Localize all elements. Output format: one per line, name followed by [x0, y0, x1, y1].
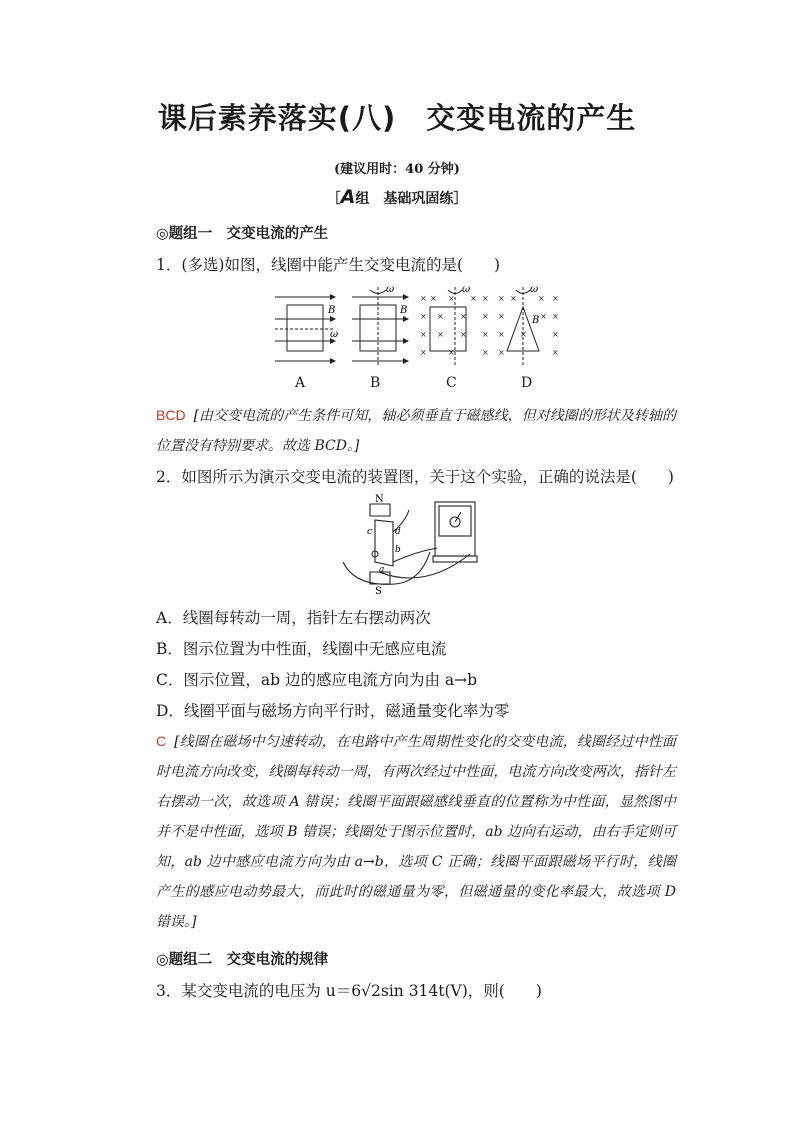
- svg-text:×: ×: [540, 312, 547, 321]
- answer-key: C: [156, 733, 167, 749]
- field-label-b-a: B: [328, 305, 336, 316]
- svg-text:×: ×: [552, 348, 559, 357]
- svg-text:×: ×: [498, 294, 505, 303]
- pole-n: N: [375, 494, 384, 505]
- svg-text:×: ×: [510, 294, 517, 303]
- pole-s: S: [375, 586, 382, 594]
- omega-label-d: ω: [530, 285, 539, 295]
- question-2-option-d: D．线圈平面与磁场方向平行时，磁通量变化率为零: [156, 702, 510, 720]
- svg-text:×: ×: [448, 294, 455, 303]
- svg-text:×: ×: [420, 330, 427, 339]
- svg-text:×: ×: [552, 330, 559, 339]
- question-2-option-a: A．线圈每转动一周，指针左右摆动两次: [156, 609, 431, 627]
- question-2-figure: [335, 492, 485, 594]
- svg-text:×: ×: [470, 294, 477, 303]
- figure-label: D: [521, 375, 533, 391]
- topic-heading-1: ◎题组一 交变电流的产生: [156, 225, 329, 242]
- svg-text:×: ×: [420, 348, 427, 357]
- figure-b-diagram: [352, 287, 408, 367]
- group-label: 组 基础巩固练: [355, 191, 454, 207]
- svg-text:×: ×: [420, 294, 427, 303]
- suggested-time: (建议用时：40 分钟): [334, 162, 460, 177]
- answer-explanation: [线圈在磁场中匀速转动，在电路中产生周期性变化的交变电流，线圈经过中性面时电流方向改变，线圈每转动一周，有两次经过中性面，电流方向改变两次，指针左右摆动一次，故选项 A 错误；线圈平面跟磁感线垂直的位置称为中性面，显然图中并不是中性面，选项 B 错误；线圈处于图示位置时，ab 边向右运动，由右手定则可知，ab 边中感应电流方向为由 a→b，选项 C 正确；线圈平面跟磁场平行时，线圈产生的感应电动势最大，而此时的磁通量为零，但磁通量的变化率最大，故选项 D 错误。]: [156, 734, 676, 930]
- svg-text:×: ×: [430, 294, 437, 303]
- svg-text:×: ×: [437, 312, 444, 321]
- omega-label-c: ω: [462, 285, 471, 295]
- coil-label-a: a: [379, 565, 385, 575]
- svg-text:×: ×: [482, 348, 489, 357]
- question-2-option-c: C．图示位置，ab 边的感应电流方向为由 a→b: [156, 671, 478, 689]
- topic-heading-2: ◎题组二 交变电流的规律: [156, 951, 329, 968]
- field-label-b-d: B: [532, 315, 540, 326]
- bracket-right: ］: [453, 191, 468, 207]
- question-3-stem: 3．某交变电流的电压为 u＝6√2sin 314t(V)，则( ): [156, 982, 542, 1000]
- svg-text:×: ×: [437, 330, 444, 339]
- svg-text:×: ×: [448, 348, 455, 357]
- answer-key: BCD: [156, 407, 186, 423]
- group-heading: [0, 186, 794, 208]
- svg-text:×: ×: [538, 294, 545, 303]
- svg-text:×: ×: [498, 330, 505, 339]
- field-label-b-b: B: [400, 305, 408, 316]
- svg-text:×: ×: [420, 312, 427, 321]
- figure-label: A: [295, 375, 306, 391]
- omega-label-a: ω: [330, 329, 339, 340]
- question-2-option-b: B．图示位置为中性面，线圈中无感应电流: [156, 640, 447, 658]
- question-2-answer: [156, 726, 676, 937]
- svg-text:×: ×: [482, 330, 489, 339]
- svg-text:×: ×: [460, 312, 467, 321]
- svg-text:×: ×: [482, 312, 489, 321]
- question-1-figure: [270, 285, 560, 370]
- coil-label-d: d: [395, 527, 401, 537]
- coil-label-c: c: [367, 527, 373, 537]
- group-letter: A: [340, 186, 356, 208]
- bracket-left: ［: [326, 191, 341, 207]
- coil-label-b: b: [395, 545, 401, 555]
- question-2-stem: 2．如图所示为演示交变电流的装置图，关于这个实验，正确的说法是( ): [156, 468, 674, 486]
- svg-text:×: ×: [552, 294, 559, 303]
- svg-text:×: ×: [520, 330, 527, 339]
- question-1-answer: [156, 400, 676, 461]
- omega-label-b: ω: [386, 285, 395, 295]
- page-title: 课后素养落实(八) 交变电流的产生: [157, 101, 637, 135]
- figure-d-diagram: [498, 294, 559, 357]
- svg-text:×: ×: [498, 348, 505, 357]
- answer-explanation: [由交变电流的产生条件可知，轴必须垂直于磁感线，但对线圈的形状及转轴的位置没有特别要求。故选 BCD。]: [156, 408, 676, 454]
- svg-text:×: ×: [552, 312, 559, 321]
- figure-label: B: [370, 375, 381, 391]
- svg-text:×: ×: [498, 312, 505, 321]
- question-1-stem: 1．(多选)如图，线圈中能产生交变电流的是( ): [156, 256, 501, 274]
- figure-a-diagram: [275, 297, 335, 361]
- svg-text:×: ×: [460, 330, 467, 339]
- svg-text:×: ×: [482, 294, 489, 303]
- figure-label: C: [446, 375, 457, 391]
